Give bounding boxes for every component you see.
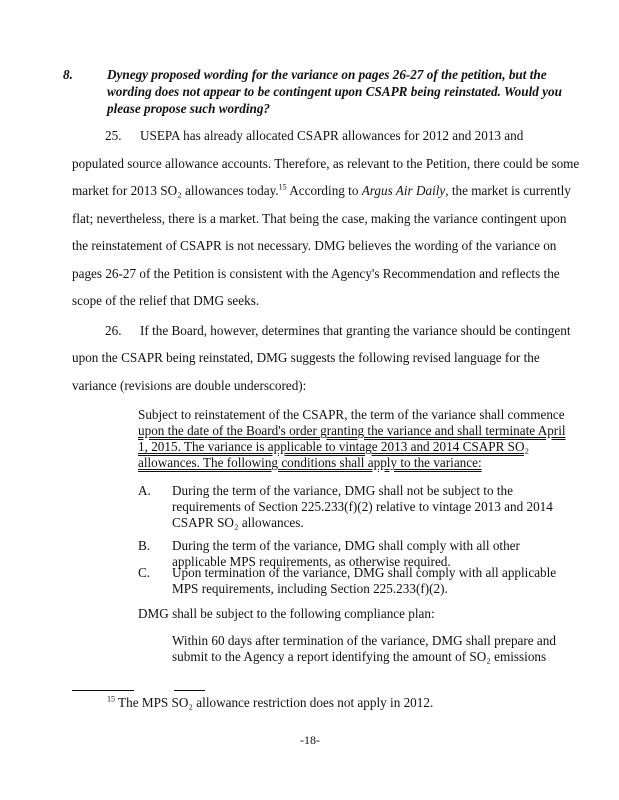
text: According to <box>289 183 362 198</box>
compliance-line: Within 60 days after termination of the variance, DMG shall prepare and <box>172 633 556 648</box>
compliance-intro: DMG shall be subject to the following compliance plan: <box>138 606 435 621</box>
text: market for 2013 SO₂ allowances today. <box>72 183 279 198</box>
footnote-text: The MPS SO₂ allowance restriction does not apply in 2012. <box>115 695 434 710</box>
question-line: please propose such wording? <box>107 101 271 116</box>
publication-title: Argus Air Daily <box>361 183 446 198</box>
footnote-ref[interactable]: 15 <box>278 182 287 192</box>
compliance-line: submit to the Agency a report identifying the amount of SO₂ emissions <box>172 649 547 664</box>
paragraph-line: If the Board, however, determines that granting the variance should be contingent <box>140 323 571 338</box>
condition-line: applicable MPS requirements, as otherwise required. <box>172 554 451 569</box>
condition-letter: C. <box>138 565 151 580</box>
footnote-separator <box>72 690 134 691</box>
paragraph-number: 26. <box>105 323 122 338</box>
paragraph-line: the reinstatement of CSAPR is not necessary. DMG believes the wording of the variance on <box>72 238 557 253</box>
page-number: -18- <box>300 733 320 747</box>
paragraph-line: pages 26-27 of the Petition is consistent with the Agency's Recommendation and reflects the <box>72 266 560 281</box>
paragraph-line: variance (revisions are double underscored): <box>72 378 307 393</box>
condition-line: During the term of the variance, DMG shall not be subject to the <box>172 483 513 498</box>
condition-letter: A. <box>138 483 151 498</box>
text: , the market is currently <box>445 183 571 198</box>
condition-line: Upon termination of the variance, DMG shall comply with all applicable <box>172 565 557 580</box>
paragraph-line: USEPA has already allocated CSAPR allowances for 2012 and 2013 and <box>140 128 524 143</box>
condition-line: MPS requirements, including Section 225.233(f)(2). <box>172 581 448 596</box>
paragraph-line: upon the CSAPR being reinstated, DMG suggests the following revised language for the <box>72 350 540 365</box>
question-line: wording does not appear to be contingent upon CSAPR being reinstated. Would you <box>107 84 562 99</box>
block-line: Subject to reinstatement of the CSAPR, the term of the variance shall commence <box>138 407 565 422</box>
question-number: 8. <box>63 67 73 82</box>
paragraph-line <box>72 183 571 199</box>
block-line-revised: upon the date of the Board's order granting the variance and shall terminate April <box>138 423 566 438</box>
question-line: Dynegy proposed wording for the variance on pages 26-27 of the petition, but the <box>107 67 547 82</box>
condition-line: During the term of the variance, DMG shall comply with all other <box>172 538 520 553</box>
block-line-revised: 1, 2015. The variance is applicable to vintage 2013 and 2014 CSAPR SO₂ <box>138 439 530 454</box>
block-line-revised: allowances. The following conditions shall apply to the variance: <box>138 455 482 470</box>
condition-line: CSAPR SO₂ allowances. <box>172 515 304 530</box>
condition-line: requirements of Section 225.233(f)(2) relative to vintage 2013 and 2014 <box>172 499 553 514</box>
footnote <box>107 695 433 711</box>
paragraph-line: populated source allowance accounts. Therefore, as relevant to the Petition, there could be some <box>72 156 580 171</box>
paragraph-line: flat; nevertheless, there is a market. That being the case, making the variance contingent upon <box>72 211 567 226</box>
condition-letter: B. <box>138 538 151 553</box>
footnote-number: 15 <box>107 694 115 704</box>
footnote-separator <box>174 690 205 691</box>
paragraph-line: scope of the relief that DMG seeks. <box>72 293 260 308</box>
paragraph-number: 25. <box>105 128 122 143</box>
